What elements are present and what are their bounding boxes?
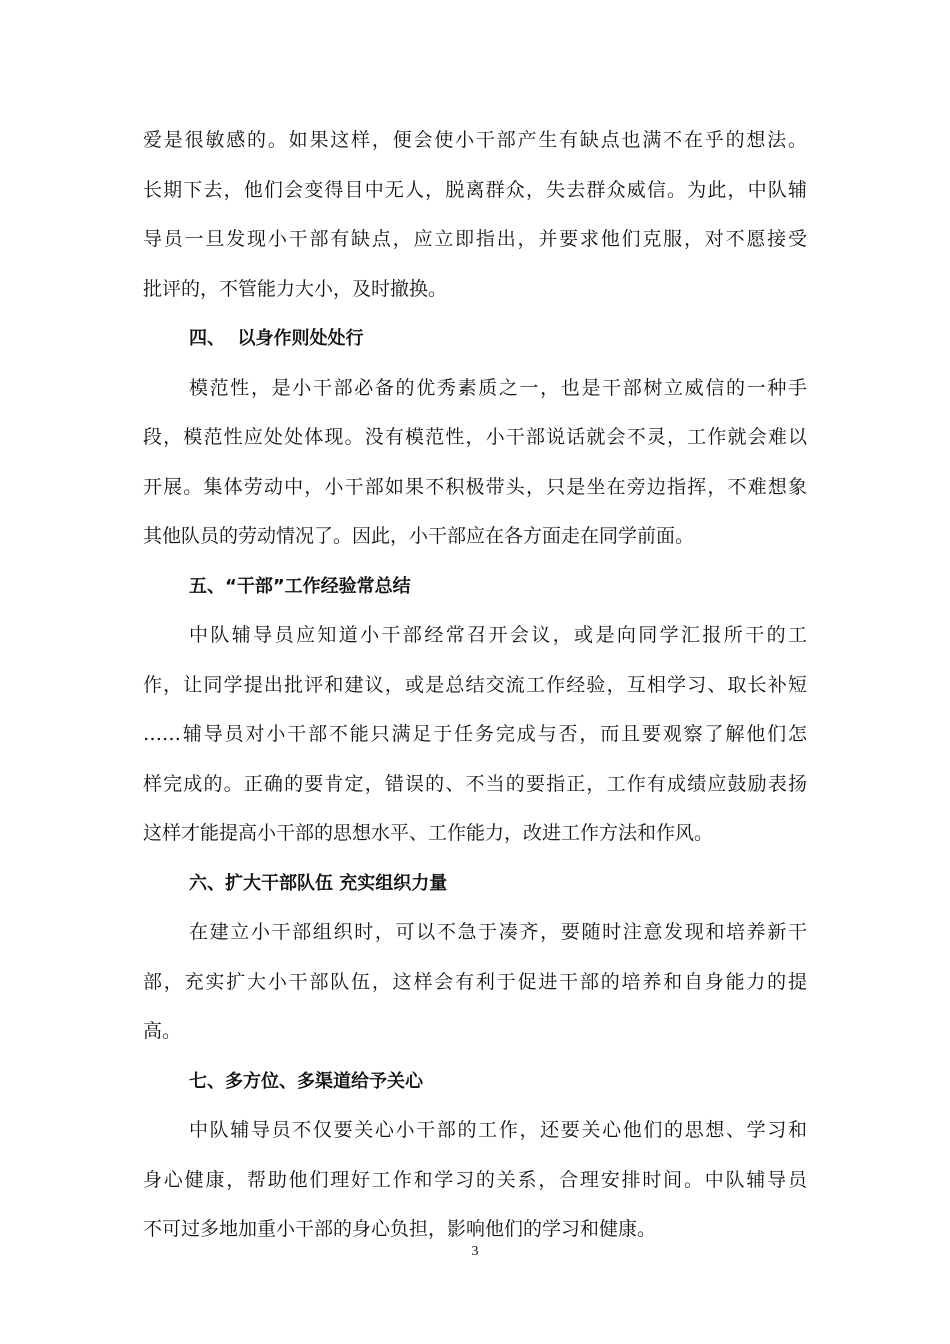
text-line: 批评的，不管能力大小，及时撤换。 [143,277,448,300]
document-body [143,116,807,1255]
text-line: 在建立小干部组织时，可以不急于凑齐，要随时注意发现和培养新干 [189,921,807,943]
text-line: 样完成的。正确的要肯定，错误的、不当的要指正，工作有成绩应鼓励表扬 [143,772,807,795]
text-line: 其他队员的劳动情况了。因此，小干部应在各方面走在同学前面。 [143,525,695,547]
text-line: 部，充实扩大小干部队伍，这样会有利于促进干部的培养和自身能力的提 [143,970,807,993]
text-line: 模范性，是小干部必备的优秀素质之一，也是干部树立威信的一种手 [189,376,807,399]
text-line: 导员一旦发现小干部有缺点，应立即指出，并要求他们克服，对不愿接受 [143,228,807,250]
section-heading-4: 四、 以身作则处处行 [189,328,364,349]
page-number: 3 [471,1244,479,1259]
text-line: 长期下去，他们会变得目中无人，脱离群众，失去群众威信。为此，中队辅 [143,178,807,201]
text-line: 中队辅导员应知道小干部经常召开会议，或是向同学汇报所干的工 [189,624,807,646]
text-line: 高。 [143,1020,182,1042]
text-line: 开展。集体劳动中，小干部如果不积极带头，只是坐在旁边指挥，不难想象 [143,475,807,498]
section-heading-5: 五、“干部”工作经验常总结 [189,575,411,597]
text-line: 段，模范性应处处体现。没有模范性，小干部说话就会不灵，工作就会难以 [143,426,807,448]
section-heading-7: 七、多方位、多渠道给予关心 [189,1070,423,1092]
text-line: 不可过多地加重小干部的身心负担，影响他们的学习和健康。 [143,1218,657,1240]
text-line: 身心健康，帮助他们理好工作和学习的关系，合理安排时间。中队辅导员 [143,1168,807,1191]
text-line: 中队辅导员不仅要关心小干部的工作，还要关心他们的思想、学习和 [189,1119,807,1141]
section-heading-6: 六、扩大干部队伍 充实组织力量 [189,872,448,894]
text-line: 爱是很敏感的。如果这样，便会使小干部产生有缺点也满不在乎的想法。 [143,129,807,151]
text-line: 作，让同学提出批评和建议，或是总结交流工作经验，互相学习、取长补短 [143,673,807,696]
text-line: ……辅导员对小干部不能只满足于任务完成与否，而且要观察了解他们怎 [143,723,807,745]
text-line: 这样才能提高小干部的思想水平、工作能力，改进工作方法和作风。 [143,822,714,844]
